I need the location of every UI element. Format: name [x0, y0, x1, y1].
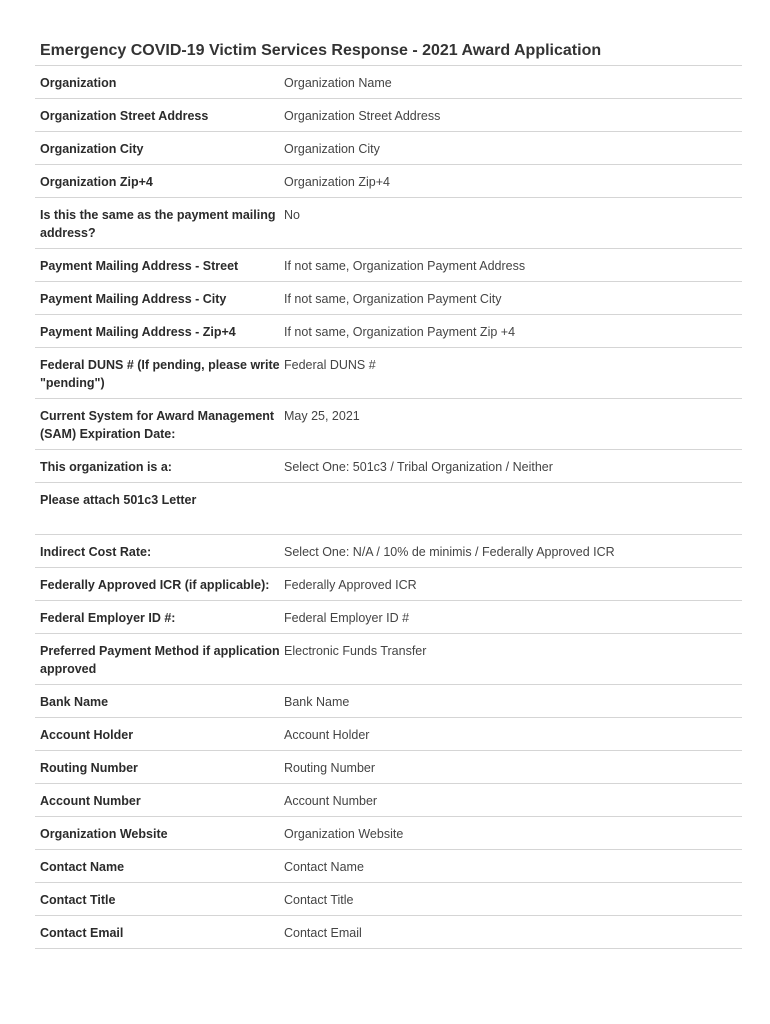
row-organization-type [35, 450, 742, 483]
field-value: Federal Employer ID # [284, 611, 410, 625]
field-value: Organization Zip+4 [284, 175, 390, 189]
row-payment-street [35, 249, 742, 282]
row-federal-duns [35, 348, 742, 399]
field-value: Organization Website [284, 827, 404, 841]
field-label: Routing Number [40, 761, 138, 775]
field-label: Is this the same as the payment mailing address? [40, 208, 276, 240]
field-label: Contact Title [40, 893, 116, 907]
field-value: Bank Name [284, 695, 350, 709]
field-label: Account Holder [40, 728, 134, 742]
field-label: Federally Approved ICR (if applicable): [40, 578, 270, 592]
field-label: Current System for Award Management (SAM) Expiration Date: [40, 409, 275, 441]
row-account-number [35, 784, 742, 817]
field-value: Contact Title [284, 893, 354, 907]
field-value [284, 483, 742, 534]
field-label: Federal Employer ID #: [40, 611, 176, 625]
row-federal-employer-id [35, 601, 742, 634]
row-sam-expiration-date [35, 399, 742, 450]
field-label: Organization [40, 76, 117, 90]
row-federally-approved-icr [35, 568, 742, 601]
field-value: Account Holder [284, 728, 370, 742]
field-label: Payment Mailing Address - City [40, 292, 227, 306]
form-title: Emergency COVID-19 Victim Services Response - 2021 Award Application [35, 40, 742, 66]
field-label: Bank Name [40, 695, 109, 709]
field-label: Federal DUNS # (If pending, please write "pending") [40, 358, 280, 390]
row-organization-zip [35, 165, 742, 198]
field-label: Payment Mailing Address - Zip+4 [40, 325, 236, 339]
field-label: Please attach 501c3 Letter [40, 493, 197, 507]
row-attach-501c3-letter [35, 483, 742, 535]
row-contact-email [35, 916, 742, 949]
field-label: Organization City [40, 142, 144, 156]
field-value: May 25, 2021 [284, 409, 360, 423]
row-account-holder [35, 718, 742, 751]
row-organization-street-address [35, 99, 742, 132]
row-bank-name [35, 685, 742, 718]
field-label: Payment Mailing Address - Street [40, 259, 239, 273]
field-value: Contact Email [284, 926, 362, 940]
field-value: If not same, Organization Payment City [284, 292, 502, 306]
field-value: No [284, 208, 300, 222]
row-indirect-cost-rate [35, 535, 742, 568]
row-organization [35, 66, 742, 99]
field-label: Indirect Cost Rate: [40, 545, 152, 559]
field-value: Select One: 501c3 / Tribal Organization / Neither [284, 460, 553, 474]
field-label: Organization Street Address [40, 109, 209, 123]
row-routing-number [35, 751, 742, 784]
field-value: If not same, Organization Payment Address [284, 259, 526, 273]
field-value: Organization Name [284, 76, 392, 90]
field-label: This organization is a: [40, 460, 172, 474]
field-value: Routing Number [284, 761, 376, 775]
field-label: Contact Email [40, 926, 124, 940]
row-organization-city [35, 132, 742, 165]
row-preferred-payment-method [35, 634, 742, 685]
field-value: Select One: N/A / 10% de minimis / Federally Approved ICR [284, 545, 615, 559]
field-value: Organization Street Address [284, 109, 441, 123]
row-contact-title [35, 883, 742, 916]
field-label: Organization Website [40, 827, 168, 841]
field-value: Organization City [284, 142, 380, 156]
field-label: Preferred Payment Method if application approved [40, 644, 280, 676]
field-value: If not same, Organization Payment Zip +4 [284, 325, 516, 339]
field-value: Account Number [284, 794, 378, 808]
row-payment-zip [35, 315, 742, 348]
row-payment-city [35, 282, 742, 315]
application-form [35, 40, 742, 949]
row-same-as-payment-address [35, 198, 742, 249]
field-value: Federally Approved ICR [284, 578, 417, 592]
field-value: Contact Name [284, 860, 364, 874]
field-label: Contact Name [40, 860, 125, 874]
field-value: Electronic Funds Transfer [284, 644, 427, 658]
field-label: Account Number [40, 794, 141, 808]
field-label: Organization Zip+4 [40, 175, 153, 189]
row-organization-website [35, 817, 742, 850]
field-value: Federal DUNS # [284, 358, 376, 372]
row-contact-name [35, 850, 742, 883]
